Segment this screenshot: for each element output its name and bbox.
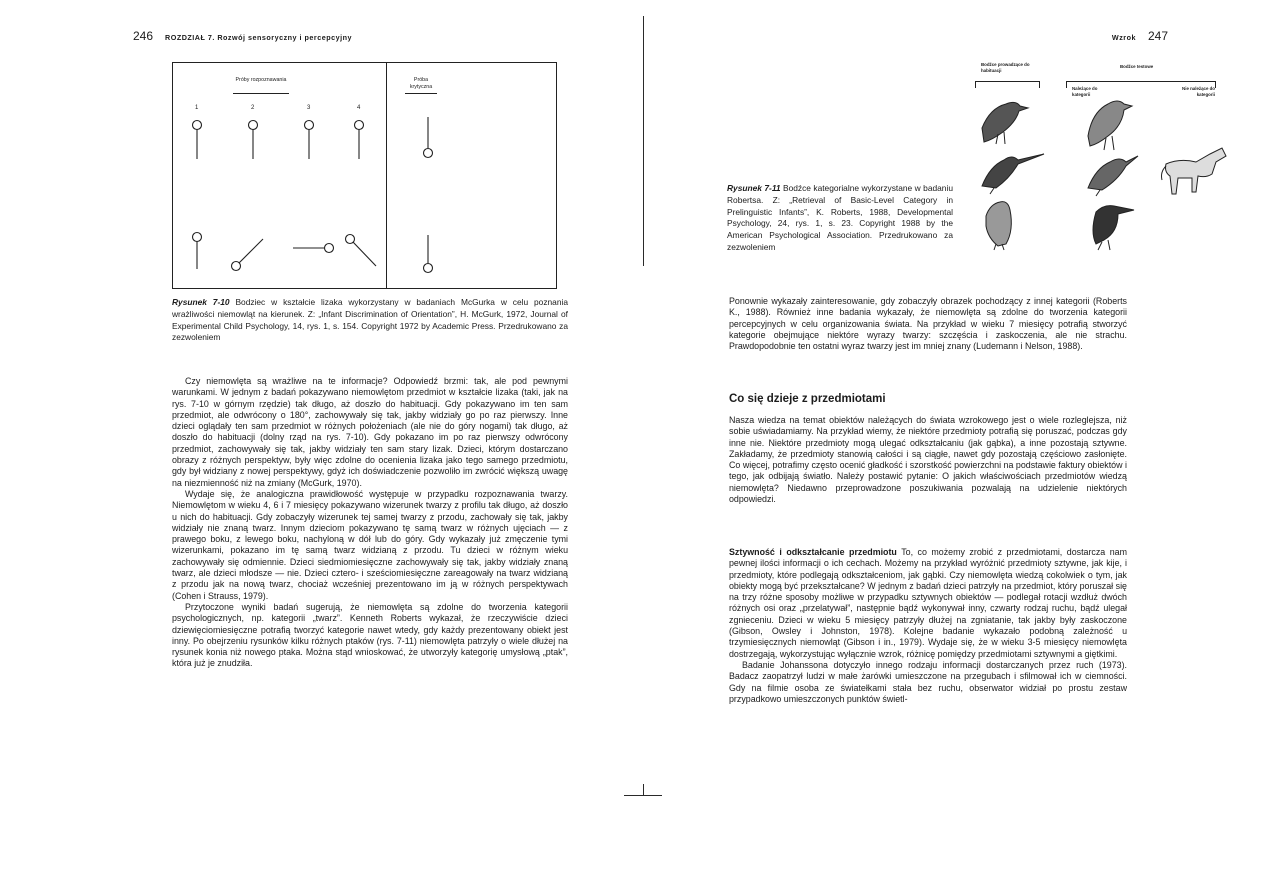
paragraph: Nasza wiedza na temat obiektów należących do świata wzrokowego jest o wiele rozleglejsza, niż sobie uświadamiamy. Na przykład wiemy, że niektóre przedmioty potrafią się poruszać, podczas gdy inne nie. Niektóre przedmioty mogą ulegać odkształcaniu (jak gąbka), a inne pozostają sztywne. Zakładamy, że przedmioty stanowią całości i są ciągłe, nawet gdy pozostają częściowo zasłonięte. Co więcej, potrafimy często ocenić gładkość i szorstkość powierzchni na podstawie faktury obiektów i tego, jak odbijają światło. Należy postawić pytanie: O jakich właściwościach przedmiotów wiedzą niemowlęta? Niedawno przeprowadzone poszukiwania pozwalają na udzielenie niektórych odpowiedzi. xyxy=(729,415,1127,505)
right-subsection-text xyxy=(729,547,1127,705)
belonging-label: Należące do kategorii xyxy=(1072,86,1098,97)
stimulus-number-3: 3 xyxy=(307,105,311,111)
right-running-head xyxy=(1112,29,1168,43)
lollipop-upright-4 xyxy=(355,121,364,160)
habituation-label: Bodźce prowadzące do habituacji xyxy=(981,62,1030,73)
stimulus-number-4: 4 xyxy=(357,105,361,111)
bird-drawing-6 xyxy=(1093,206,1134,250)
right-running-head-title: Wzrok xyxy=(1111,33,1136,42)
test-stimuli-label: Bodźce testowe xyxy=(1120,64,1154,69)
bird-drawing-4 xyxy=(1088,156,1138,196)
paragraph: Czy niemowlęta są wrażliwe na te informacje? Odpowiedź brzmi: tak, ale pod pewnymi warunkami. W jednym z badań pokazywano niemowlętom przedmiot w kształcie lizaka (taki, jak na rys. 7-10 w górnym rzędzie) tak długo, aż doszło do habituacji. Gdy pokazywano im ten sam przedmiot, ale odwrócony o 180°, zachowywały się tak, jakby widziały go po raz pierwszy. Inne dzieci oglądały ten sam przedmiot w różnych położeniach (ale nie do góry nogami) tak długo, aż doszło do habituacji (dolny rząd na rys. 7-10). Gdy pokazano im po raz pierwszy odwrócony przedmiot, zachowywały się tak, jakby widziały ten sam stary lizak. Dzieci, którym dostarczano obrazy z różnych perspektyw, były więc zdolne do ocenienia lizaka jako tego samego przedmiotu, gdy był widziany z nowej perspektywy, gdyż ich doświadczenie pozwoliło im zwrócić większą uwagę na niezmienność niż na zmiany (McGurk, 1970). xyxy=(172,376,568,488)
lollipop-inverted-bottom xyxy=(424,235,433,273)
lollipop-bottom-3 xyxy=(293,244,334,253)
left-body-text xyxy=(172,376,568,670)
caption-text: Bodźce kategorialne wykorzystane w badaniu Robertsa. Z: „Retrieval of Basic-Level Category in Prelinguistic Infants”, K. Roberts, 1988, Developmental Psychology, 24, rys. 1, s. 23. Copyright 1988 by the American Psychological Association. Przedrukowano za zezwoleniem xyxy=(727,183,953,252)
right-section-text xyxy=(729,415,1127,505)
bird-drawing-3 xyxy=(982,154,1044,194)
test-label: Próba krytyczna xyxy=(409,77,433,90)
left-page-number: 246 xyxy=(133,29,154,43)
subsection-title: Sztywność i odkształcanie przedmiotu xyxy=(729,547,897,557)
gutter-fold-line xyxy=(643,16,644,266)
lollipop-bottom-2 xyxy=(232,239,264,271)
caption-label: Rysunek 7-10 xyxy=(172,297,230,307)
subsection-paragraph xyxy=(729,547,1127,660)
right-intro-text xyxy=(729,296,1127,352)
caption-text: Bodziec w kształcie lizaka wykorzystany w badaniach McGurka w celu poznania wrażliwości niemowląt na kierunek. Z: „Infant Discrimination of Orientation”, H. McGurk, 1972, Journal of Experimental Child Psychology, 14, rys. 1, s. 154. Copyright 1972 by Academic Press. Przedrukowano za zezwoleniem xyxy=(172,297,569,343)
bird-drawing-1 xyxy=(982,102,1028,144)
figure-7-11-caption xyxy=(727,183,953,254)
habituation-bracket xyxy=(975,81,1040,82)
not-belonging-label: Nie należące do kategorii xyxy=(1182,86,1215,97)
lollipop-upright-1 xyxy=(193,121,202,160)
stimulus-number-1: 1 xyxy=(195,105,199,111)
paragraph: Przytoczone wyniki badań sugerują, że niemowlęta są zdolne do tworzenia kategorii psychologicznych, np. kategorii „twarz”. Kenneth Roberts wykazał, że rzeczywiście dzieci dziewięciomiesięczne potrafią tworzyć kategorie nawet wtedy, gdy każdy prezentowany obiekt jest inny. Po obejrzeniu rysunków kilku różnych ptaków (rys. 7-11) niemowlęta patrzyły o wiele dłużej na rysunek konia niż nowego ptaka. Można stąd wnioskować, że utworzyły kategorię umysłową „ptak”, która już je znudziła. xyxy=(172,601,568,669)
bird-drawing-2 xyxy=(1088,101,1132,150)
horse-drawing xyxy=(1162,148,1227,194)
stimulus-number-2: 2 xyxy=(251,105,255,111)
left-running-head-title: ROZDZIAŁ 7. Rozwój sensoryczny i percepcyjny xyxy=(165,33,352,42)
test-bracket xyxy=(1066,81,1216,82)
paragraph: Badanie Johanssona dotyczyło innego rodzaju informacji dostarczanych przez ruch (1973). Badacz zaopatrzył ludzi w małe żarówki umieszczone na przegubach i sfilmował ich w ciemności. Gdy na filmie osoba ze światełkami stała bez ruchu, obserwator widział po prostu zestaw przypadkowo umieszczonych punktów świetl- xyxy=(729,659,1127,704)
lollipop-bottom-1 xyxy=(193,233,202,270)
bird-drawing-5 xyxy=(986,202,1011,250)
lollipop-inverted-top xyxy=(424,117,433,158)
trials-label: Próby rozpoznawania xyxy=(235,77,287,83)
subsection-body: To, co możemy zrobić z przedmiotami, dostarcza nam pewnej ilości informacji o ich cechach. Możemy na przykład wyróżnić przedmioty sztywne, jak kije, i przedmioty, które podlegają odkształceniom, jak gąbki. Czy niemowlęta wiedzą cokolwiek o tym, jak obiekty mogą być przekształcane? W jednym z badań dzieci patrzyły na przedmiot, który poruszał się na trzy różne sposoby możliwe w przypadku sztywnych obiektów — podlegał rotacji wzdłuż dwóch różnych osi oraz „przelatywał”, następnie bądź wykonywał inny, czwarty rodzaj ruchu, bądź ulegał zgnieceniu. Dzieci w wieku 5 miesięcy patrzyły dłużej na zgniatanie, tak jakby były zaskoczone (Gibson, Owsley i Johnston, 1978). Kolejne badanie wykazało podobną zależność u trzymiesięcznych niemowląt (Gibson i in., 1979). Wydaje się, że w wieku 3-5 miesięcy niemowlęta dostrzegają, wykorzystując wyłącznie wzrok, różnicę pomiędzy przedmiotami sztywnymi a giętkimi. xyxy=(729,547,1128,659)
paragraph: Wydaje się, że analogiczna prawidłowość występuje w przypadku rozpoznawania twarzy. Niemowlętom w wieku 4, 6 i 7 miesięcy pokazywano wizerunek twarzy z profilu tak długo, aż doszło u nich do habituacji. Gdy zobaczyły wizerunek tej samej twarzy z przodu, zachowały się tak, jakby widziały nie znaną twarz. Innym dzieciom pokazywano tę samą twarz w różnych ujęciach — z prawego boku, z lewego boku, nachyloną w dół lub do góry. Gdy wykazały już zmęczenie tymi wizerunkami, pokazano im tę samą twarz widzianą z przodu. Tu dzieci w różnym wieku zachowywały się odmiennie. Dzieci siedmiomiesięczne zachowywały się tak, jakby widziały znaną twarz, ale dzieci młodsze — nie. Dzieci cztero- i sześciomiesięczne zareagowały na twarz widzianą z przodu jak na nową twarz, chociaż wcześniej prezentowano im ją w różnych perspektywach (Cohen i Strauss, 1979). xyxy=(172,488,568,601)
section-heading: Co się dzieje z przedmiotami xyxy=(729,393,886,405)
figure-7-10 xyxy=(172,62,557,289)
lollipop-bottom-4 xyxy=(346,235,377,267)
left-running-head xyxy=(133,29,352,43)
figure-7-10-caption xyxy=(172,297,568,344)
lollipop-upright-2 xyxy=(249,121,258,160)
caption-label: Rysunek 7-11 xyxy=(727,183,781,193)
lollipop-upright-3 xyxy=(305,121,314,160)
lollipop-stimuli-drawing xyxy=(173,63,558,290)
right-page-number: 247 xyxy=(1147,29,1168,43)
paragraph: Ponownie wykazały zainteresowanie, gdy zobaczyły obrazek pochodzący z innej kategorii (Roberts K., 1988). Również inne badania wykazały, że niemowlęta są zdolne do tworzenia kategorii percepcyjnych w celu organizowania świata. Na przykład w wieku 7 miesięcy potrafią stworzyć kategorie obejmujące niektóre wyrazy twarzy: szczęścia i zaskoczenia, ale nie strachu. Prawdopodobnie ten ostatni wyraz twarzy jest im mniej znany (Ludemann i Nelson, 1988). xyxy=(729,296,1127,352)
